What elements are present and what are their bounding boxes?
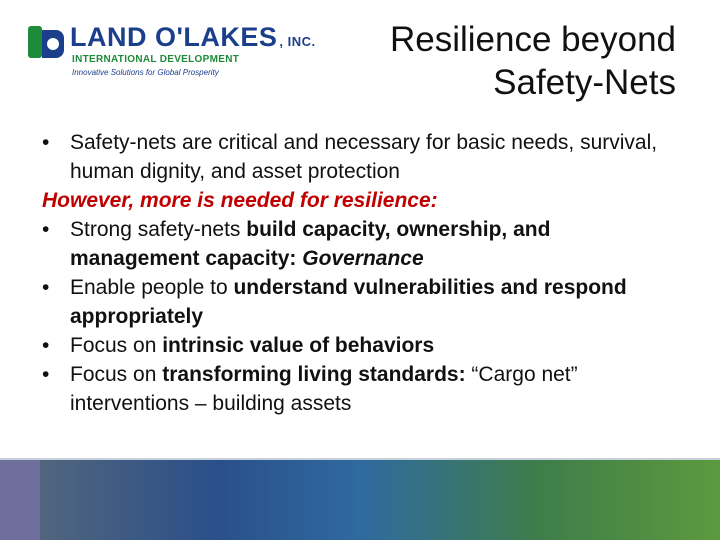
slide-body <box>42 128 682 418</box>
title-line-1: Resilience beyond <box>389 20 676 59</box>
slide-title <box>316 18 676 104</box>
bullet-transforming-living-standards: • Focus on transforming living standards: “Cargo net” interventions – building assets <box>42 360 682 418</box>
bullet-build-capacity: • Strong safety-nets build capacity, ownership, and management capacity: Governance <box>42 215 682 273</box>
footer-photo-left <box>0 460 40 540</box>
land-olakes-logo <box>26 18 326 88</box>
bullet-understand-vulnerabilities: • Enable people to understand vulnerabilities and respond appropriately <box>42 273 682 331</box>
title-line-2: Safety-Nets <box>493 63 676 102</box>
logo-tagline: Innovative Solutions for Global Prosperity <box>72 68 219 77</box>
bullet-safety-nets: • Safety-nets are critical and necessary for basic needs, survival, human dignity, and asset protection <box>42 128 682 186</box>
logo-mark-icon <box>26 22 66 62</box>
bullet-intrinsic-value: • Focus on intrinsic value of behaviors <box>42 331 682 360</box>
footer-photo-strip <box>0 460 720 540</box>
however-heading: However, more is needed for resilience: <box>42 189 438 212</box>
logo-company-name: LAND O'LAKES , INC. <box>70 22 316 52</box>
logo-subtitle: INTERNATIONAL DEVELOPMENT <box>72 54 240 65</box>
